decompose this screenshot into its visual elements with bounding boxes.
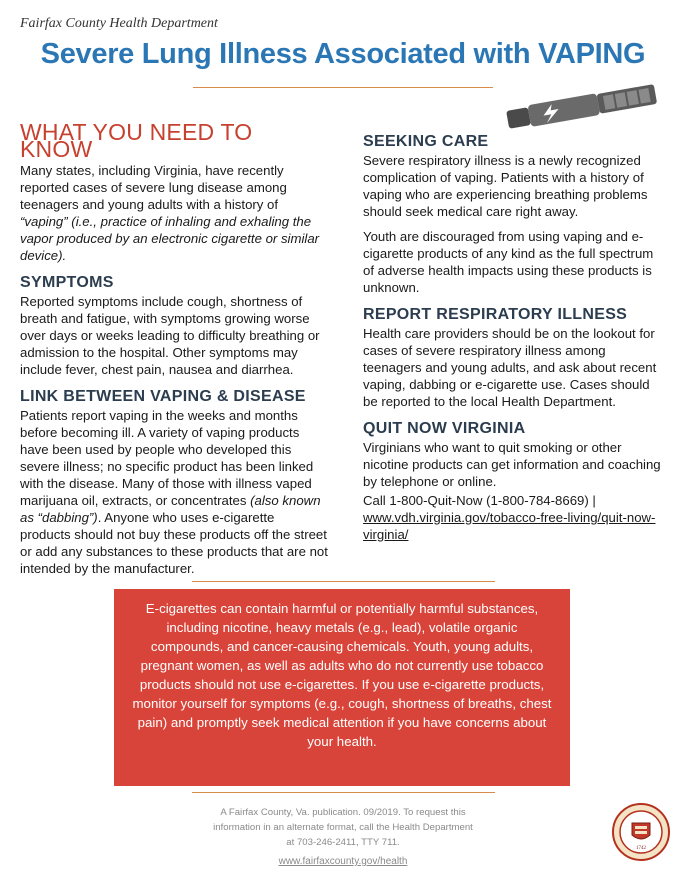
quit-now-contact bbox=[363, 492, 663, 543]
left-column bbox=[20, 119, 328, 585]
page-title: Severe Lung Illness Associated with VAPING bbox=[40, 38, 646, 70]
callout-top-divider bbox=[192, 581, 495, 582]
quit-now-link[interactable]: www.vdh.virginia.gov/tobacco-free-living/quit-now-virginia/ bbox=[363, 510, 656, 542]
link-text-1: Patients report vaping in the weeks and months before becoming ill. A variety of vaping products have been used by people who developed this severe illness; no specific product has been linked with the disease. Many of those with illness vaped marijuana oil, extracts, or concentrates bbox=[20, 408, 314, 508]
county-seal-icon bbox=[612, 803, 670, 861]
link-text-2: . Anyone who uses e-cigarette products should not buy these products off the street or add any substances to these products that are not intended by the manufacturer. bbox=[20, 510, 328, 576]
footer-url[interactable]: www.fairfaxcounty.gov/health bbox=[278, 856, 408, 867]
department-name: Fairfax County Health Department bbox=[20, 16, 218, 31]
intro-italic-text: “vaping” (i.e., practice of inhaling and exhaling the vapor produced by an electronic cigarette or similar device). bbox=[20, 214, 320, 263]
footer-website[interactable] bbox=[0, 856, 686, 867]
quit-now-paragraph: Virginians who want to quit smoking or other nicotine products can get information and coaching by telephone or online. bbox=[363, 440, 661, 489]
publication-note: A Fairfax County, Va. publication. 09/2019. To request this information in an alternate format, call the Health Department at 703-246-2411, TTY 711. bbox=[213, 807, 473, 848]
vape-pen-icon bbox=[505, 84, 670, 134]
seeking-care-paragraph-1: Severe respiratory illness is a newly recognized complication of vaping. Patients with a history of vaping who are experiencing breathing problems should seek medical care right away. bbox=[363, 153, 648, 219]
symptoms-heading: SYMPTOMS bbox=[20, 274, 114, 291]
quit-now-heading: QUIT NOW VIRGINIA bbox=[363, 420, 526, 437]
warning-callout: E-cigarettes can contain harmful or potentially harmful substances, including nicotine, heavy metals (e.g., lead), volatile organic compounds, and cancer-causing chemicals. Youth, young adults, pregnant women, as well as adults who do not currently use tobacco products should not use e-cigarettes. If you use e-cigarette products, monitor yourself for symptoms (e.g., cough, shortness of breaths, chest pain) and promptly seek medical attention if you have concerns about your health. bbox=[114, 589, 570, 786]
callout-bottom-divider bbox=[192, 792, 495, 793]
right-column bbox=[363, 133, 663, 551]
symptoms-paragraph: Reported symptoms include cough, shortness of breath and fatigue, with symptoms growing worse over days or weeks leading to difficulty breathing or admission to the hospital. Other symptoms may include fever, chest pain, nausea and diarrhea. bbox=[20, 294, 320, 377]
what-you-need-to-know-heading: WHAT YOU NEED TO KNOW bbox=[20, 119, 253, 162]
intro-paragraph bbox=[20, 162, 328, 264]
report-illness-heading: REPORT RESPIRATORY ILLNESS bbox=[363, 306, 628, 323]
title-divider bbox=[193, 87, 493, 88]
link-italic-text: (also known as “dabbing”) bbox=[20, 493, 321, 525]
report-illness-paragraph: Health care providers should be on the lookout for cases of severe respiratory illness among teenagers and young adults, and ask about recent vaping, dabbing or e-cigarette use. Cases should be reported to the local Health Department. bbox=[363, 326, 657, 409]
seeking-care-heading: SEEKING CARE bbox=[363, 133, 489, 150]
seal-year: 1742 bbox=[636, 846, 646, 851]
link-paragraph bbox=[20, 407, 328, 577]
link-heading: LINK BETWEEN VAPING & DISEASE bbox=[20, 388, 306, 405]
seeking-care-paragraph-2: Youth are discouraged from using vaping and e-cigarette products of any kind as the full spectrum of adverse health impacts using these products is unknown. bbox=[363, 229, 654, 295]
quit-now-phone: Call 1-800-Quit-Now (1-800-784-8669) | bbox=[363, 493, 596, 508]
intro-text: Many states, including Virginia, have recently reported cases of severe lung disease among teenagers and young adults with a history of bbox=[20, 163, 287, 212]
